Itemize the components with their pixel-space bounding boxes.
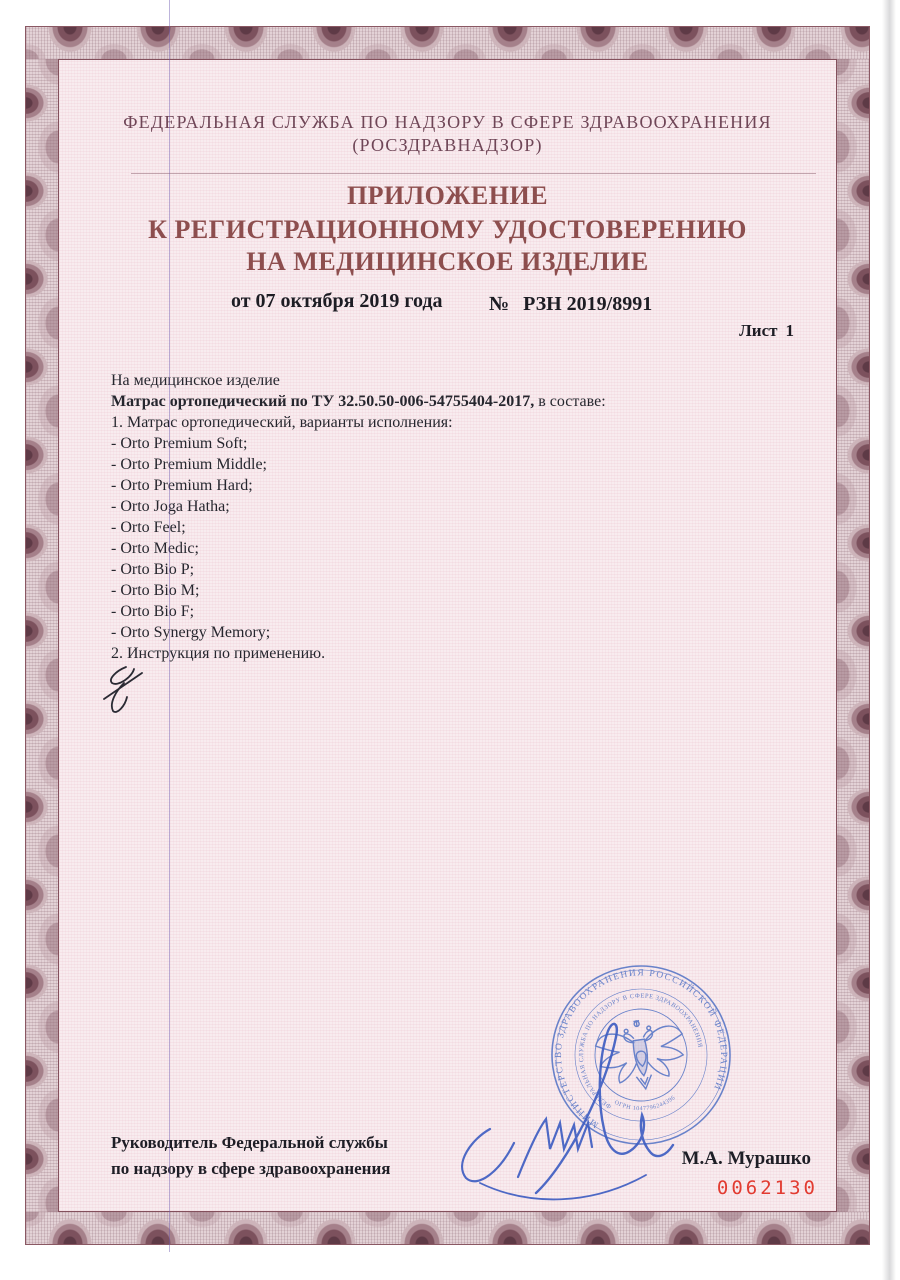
device-description — [111, 370, 811, 664]
signer-name: М.А. Мурашко — [681, 1148, 811, 1169]
handwritten-z-mark — [96, 661, 156, 721]
issuing-authority-line1: ФЕДЕРАЛЬНАЯ СЛУЖБА ПО НАДЗОРУ В СФЕРЕ ЗДРАВООХРАНЕНИЯ — [123, 112, 772, 132]
variant-line: - Orto Bio F; — [111, 603, 195, 620]
variant-line: - Orto Premium Hard; — [111, 477, 253, 494]
document-title-line1: ПРИЛОЖЕНИЕ — [346, 181, 549, 210]
paper-edge-shadow — [882, 0, 896, 1280]
stamp-ogrn-text: ОГРН 1047796244396 — [613, 1094, 677, 1113]
document-title-line3: НА МЕДИЦИНСКОЕ ИЗДЕЛИЕ — [246, 247, 649, 276]
registration-number-value: РЗН 2019/8991 — [523, 293, 653, 315]
header-divider — [131, 173, 816, 174]
stamp-ring-outer-text: МИНИСТЕРСТВО ЗДРАВООХРАНЕНИЯ РОССИЙСКОЙ ФЕДЕРАЦИИ — [554, 968, 729, 1130]
signature-ink — [446, 977, 716, 1217]
sheet-number: 1 — [785, 321, 794, 340]
variant-line: - Orto Joga Hatha; — [111, 498, 230, 515]
guilloche-border-top — [26, 27, 869, 59]
sheet-word: Лист — [739, 321, 778, 340]
device-item2: 2. Инструкция по применению. — [111, 645, 326, 662]
registration-number — [489, 293, 652, 316]
stamp-ring-inner-text: ФЕДЕРАЛЬНАЯ СЛУЖБА ПО НАДЗОРУ В СФЕРЕ ЗДРАВООХРАНЕНИЯ — [578, 992, 704, 1110]
device-product-line — [111, 391, 811, 412]
variant-line: - Orto Premium Middle; — [111, 456, 267, 473]
variant-line: - Orto Feel; — [111, 519, 186, 536]
variant-line: - Orto Medic; — [111, 540, 199, 557]
variant-line: - Orto Bio P; — [111, 561, 195, 578]
variant-line: - Orto Premium Soft; — [111, 435, 248, 452]
device-product-name: Матрас ортопедический по ТУ 32.50.50-006-54755404-2017, — [111, 393, 535, 410]
device-product-tail: в составе: — [534, 393, 606, 410]
fold-crease-line — [169, 0, 170, 1252]
number-sign: № — [489, 293, 510, 315]
signer-position-line2: по надзору в сфере здравоохранения — [111, 1159, 391, 1178]
document-title-line2: К РЕГИСТРАЦИОННОМУ УДОСТОВЕРЕНИЮ — [148, 215, 747, 244]
variant-line: - Orto Synergy Memory; — [111, 624, 271, 641]
issuing-authority-line2: (РОСЗДРАВНАДЗОР) — [352, 135, 543, 155]
registration-date: от 07 октября 2019 года — [231, 290, 443, 312]
sheet-label — [739, 321, 794, 341]
variant-line: - Orto Bio M; — [111, 582, 200, 599]
certificate-page — [25, 26, 870, 1245]
signer-position-line1: Руководитель Федеральной службы — [111, 1133, 388, 1152]
device-intro-line: На медицинское изделие — [111, 372, 280, 389]
blank-serial-number: 0062130 — [716, 1177, 818, 1199]
device-item1: 1. Матрас ортопедический, варианты исполнения: — [111, 414, 453, 431]
